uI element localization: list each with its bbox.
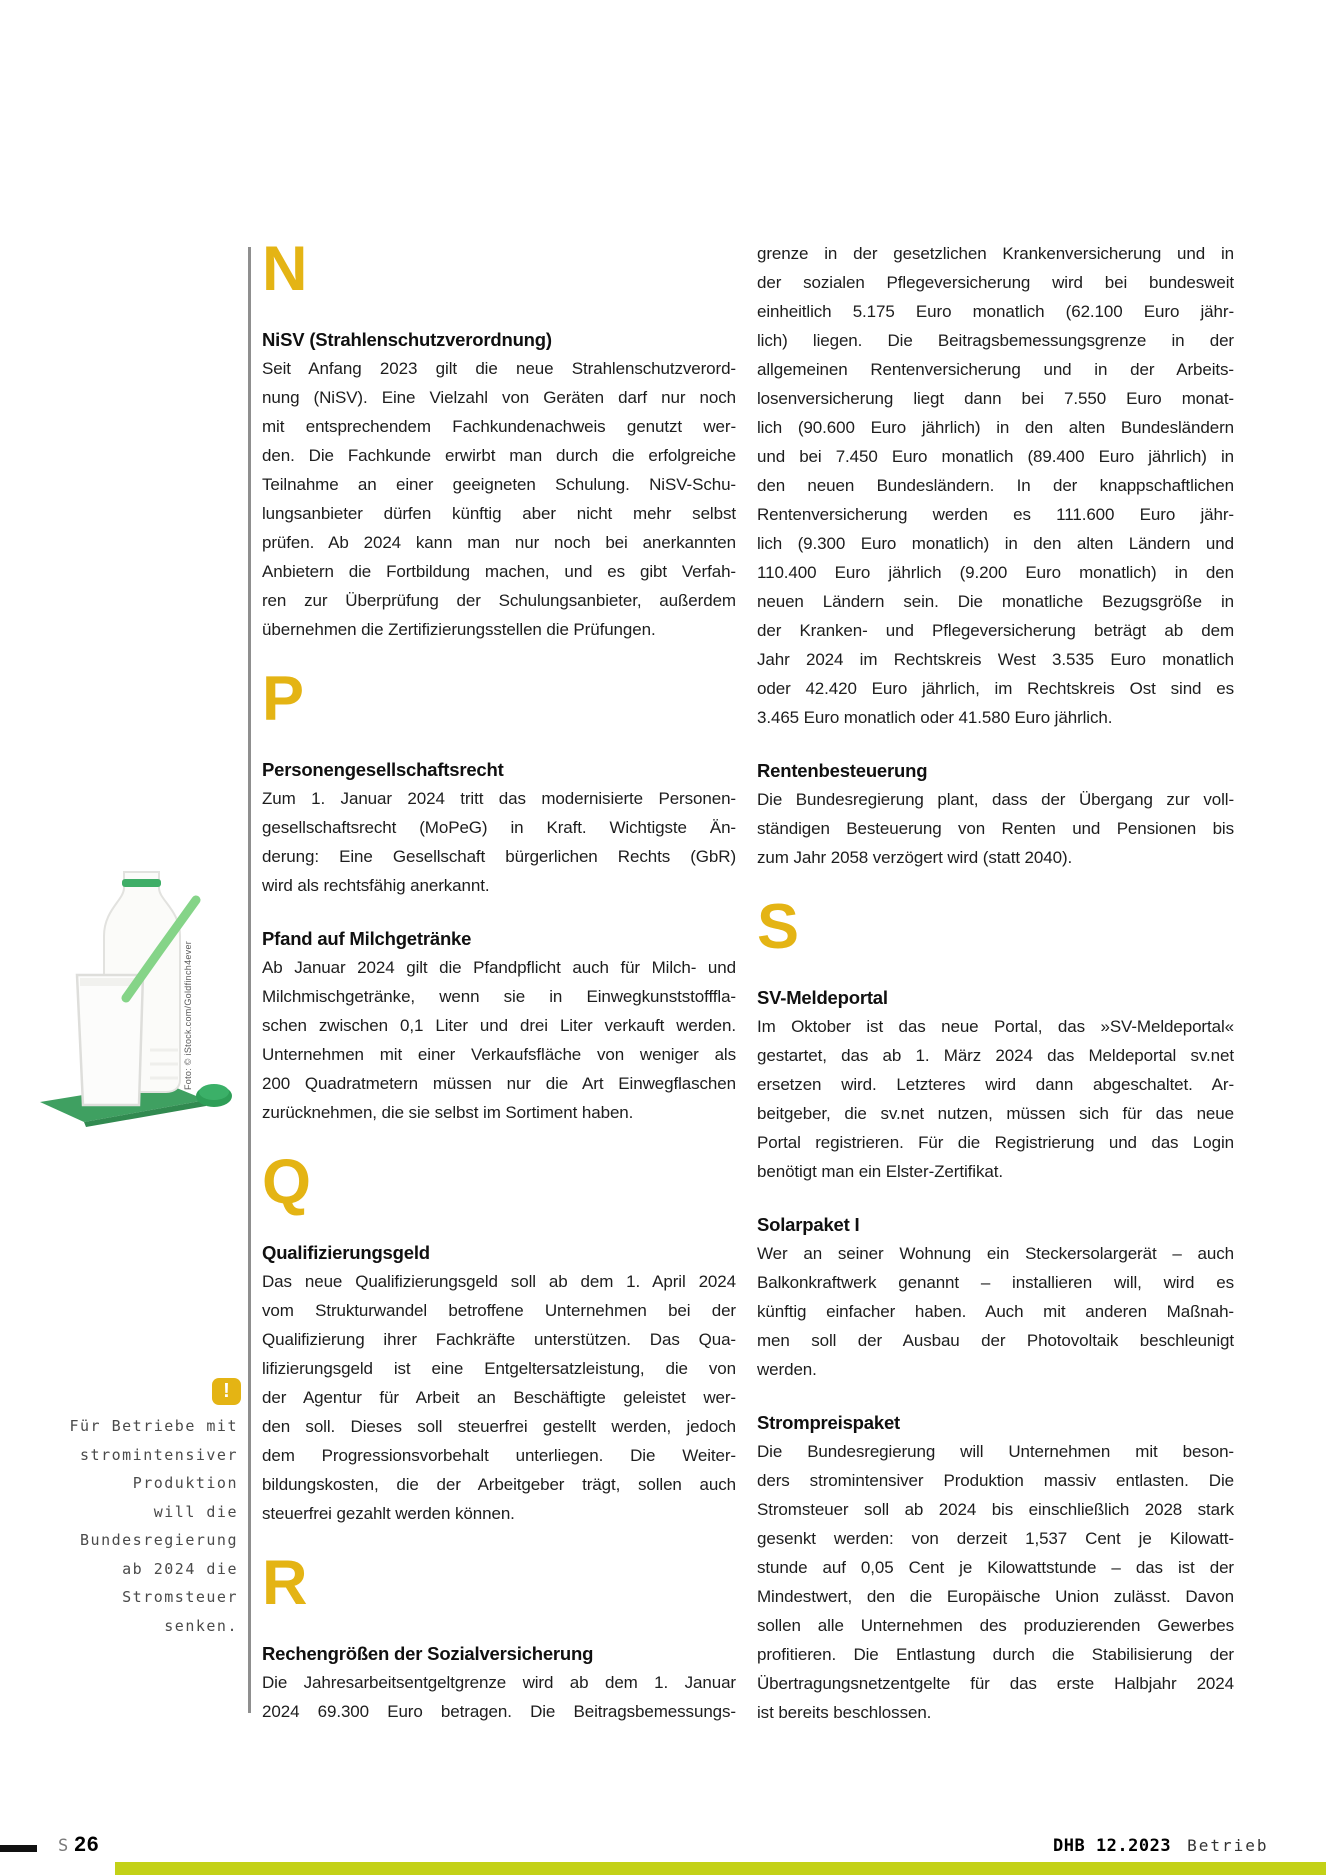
- body-line: künftig einfacher haben. Auch mit anderen Maßnah-: [757, 1302, 1234, 1321]
- entry-heading: Pfand auf Milchgetränke: [262, 928, 472, 949]
- body-line: Rentenversicherung werden es 111.600 Euro jähr-: [757, 505, 1234, 524]
- body-line: dem Progressionsvorbehalt unterliegen. Die Weiter-: [262, 1446, 736, 1465]
- page-number-value: 26: [74, 1833, 100, 1856]
- callout-line: Für Betriebe mit: [69, 1417, 238, 1435]
- milk-bottle-photo: [38, 858, 238, 1138]
- body-line: Im Oktober ist das neue Portal, das »SV-Meldeportal«: [757, 1017, 1234, 1036]
- body-line: Zum 1. Januar 2024 tritt das modernisierte Personen-: [262, 789, 736, 808]
- body-line: übernehmen die Zertifizierungsstellen die Prüfungen.: [262, 620, 656, 639]
- body-line: Mindestwert, den die Europäische Union zulässt. Davon: [757, 1587, 1234, 1606]
- body-line: wird als rechtsfähig anerkannt.: [262, 876, 490, 895]
- body-line: werden.: [757, 1360, 817, 1379]
- body-line: den soll. Dieses soll steuerfrei gestellt werden, jedoch: [262, 1417, 736, 1436]
- body-line: Unternehmen mit einer Verkaufsfläche von weniger als: [262, 1045, 736, 1064]
- entry-heading: SV-Meldeportal: [757, 987, 888, 1008]
- body-line: lich (90.600 Euro jährlich) in den alten Bundesländern: [757, 418, 1234, 437]
- body-line: den neuen Bundesländern. In der knappschaftlichen: [757, 476, 1234, 495]
- paragraph: [262, 354, 736, 644]
- body-line: den. Die Fachkunde erwirbt man durch die erfolgreiche: [262, 446, 736, 465]
- callout-line: senken.: [164, 1616, 238, 1635]
- body-line: der Agentur für Arbeit an Beschäftigte geleistet wer-: [262, 1388, 736, 1407]
- paragraph: [757, 1012, 1234, 1186]
- body-line: und bei 7.450 Euro monatlich (89.400 Euro jährlich) in: [757, 447, 1234, 466]
- footer-issue-info: [1053, 1836, 1269, 1856]
- body-line: Ab Januar 2024 gilt die Pfandpflicht auch für Milch- und: [262, 958, 736, 977]
- callout-line: Produktion: [132, 1474, 238, 1492]
- body-line: Stromsteuer soll ab 2024 bis einschließlich 2028 stark: [757, 1500, 1234, 1519]
- entry-heading: NiSV (Strahlenschutzverordnung): [262, 329, 552, 350]
- body-line: men soll der Ausbau der Photovoltaik beschleunigt: [757, 1331, 1234, 1350]
- body-line: 110.400 Euro jährlich (9.200 Euro monatlich) in den: [757, 563, 1234, 582]
- paragraph: [262, 1668, 736, 1726]
- exclamation-icon: !: [212, 1378, 241, 1405]
- paragraph: [262, 784, 736, 900]
- body-line: Seit Anfang 2023 gilt die neue Strahlenschutzverord-: [262, 359, 736, 378]
- bottle-ring: [122, 879, 161, 887]
- body-line: der sozialen Pflegeversicherung wird bei bundesweit: [757, 273, 1234, 292]
- body-line: 3.465 Euro monatlich oder 41.580 Euro jährlich.: [757, 708, 1113, 727]
- body-line: benötigt man ein Elster-Zertifikat.: [757, 1162, 1003, 1181]
- body-line: ständigen Besteuerung von Renten und Pensionen bis: [757, 819, 1234, 838]
- entry-heading: Rentenbesteuerung: [757, 760, 928, 781]
- body-line: zurücknehmen, die sie selbst im Sortiment haben.: [262, 1103, 634, 1122]
- body-line: Jahr 2024 im Rechtskreis West 3.535 Euro monatlich: [757, 650, 1234, 669]
- body-line: grenze in der gesetzlichen Krankenversicherung und in: [757, 244, 1234, 263]
- body-line: bildungskosten, die der Arbeitgeber trägt, sollen auch: [262, 1475, 736, 1494]
- body-line: Portal registrieren. Für die Registrierung und das Login: [757, 1133, 1234, 1152]
- callout-line: ab 2024 die: [122, 1559, 238, 1578]
- section-letter-n: N: [262, 234, 308, 304]
- body-line: Die Bundesregierung plant, dass der Übergang zur voll-: [757, 790, 1234, 809]
- body-line: derung: Eine Gesellschaft bürgerlichen Rechts (GbR): [262, 847, 736, 866]
- page-number: [58, 1833, 100, 1857]
- body-line: lifizierungsgeld ist eine Entgeltersatzleistung, die von: [262, 1359, 736, 1378]
- body-line: losenversicherung liegt dann bei 7.550 Euro monat-: [757, 389, 1234, 408]
- photo-credit: Foto: © iStock.com/Goldfinch4ever: [183, 940, 193, 1090]
- body-line: lich) liegen. Die Beitragsbemessungsgrenze in der: [757, 331, 1234, 350]
- body-line: steuerfrei gezahlt werden können.: [262, 1504, 515, 1523]
- body-line: 2024 69.300 Euro betragen. Die Beitragsbemessungs-: [262, 1702, 736, 1721]
- footer-accent-bar: [115, 1862, 1326, 1875]
- body-line: profitieren. Die Entlastung durch die Stabilisierung der: [757, 1645, 1234, 1664]
- paragraph: [262, 1267, 736, 1528]
- body-line: Das neue Qualifizierungsgeld soll ab dem 1. April 2024: [262, 1272, 736, 1291]
- callout-line: Stromsteuer: [122, 1588, 238, 1606]
- body-line: schen zwischen 0,1 Liter und drei Liter verkauft werden.: [262, 1016, 736, 1035]
- body-line: 200 Quadratmetern müssen nur die Art Einwegflaschen: [262, 1074, 736, 1093]
- right-column: [757, 239, 1234, 1727]
- body-line: gesellschaftsrecht (MoPeG) in Kraft. Wichtigste Än-: [262, 818, 736, 837]
- paragraph: [757, 1239, 1234, 1384]
- body-line: Anbietern die Fortbildung machen, und es gibt Verfah-: [262, 562, 736, 581]
- column-divider: [248, 247, 251, 1713]
- paragraph: [262, 953, 736, 1127]
- body-line: einheitlich 5.175 Euro monatlich (62.100 Euro jähr-: [757, 302, 1234, 321]
- callout-line: Bundesregierung: [80, 1531, 238, 1549]
- entry-heading: Personengesellschaftsrecht: [262, 759, 504, 780]
- body-line: ders stromintensiver Produktion massiv entlasten. Die: [757, 1471, 1234, 1490]
- body-line: nung (NiSV). Eine Vielzahl von Geräten darf nur noch: [262, 388, 736, 407]
- page-prefix: S: [58, 1836, 69, 1856]
- body-line: lungsanbieter dürfen künftig aber nicht mehr selbst: [262, 504, 736, 523]
- body-line: neuen Ländern sein. Die monatliche Bezugsgröße in: [757, 592, 1234, 611]
- section-letter-r: R: [262, 1548, 308, 1618]
- body-line: gesenkt werden: von derzeit 1,537 Cent je Kilowatt-: [757, 1529, 1234, 1548]
- body-line: sollen alle Unternehmen des produzierenden Gewerbes: [757, 1616, 1234, 1635]
- body-line: Wer an seiner Wohnung ein Steckersolargerät – auch: [757, 1244, 1234, 1263]
- entry-heading: Solarpaket I: [757, 1214, 860, 1235]
- body-line: der Kranken- und Pflegeversicherung beträgt ab dem: [757, 621, 1234, 640]
- body-line: mit entsprechendem Fachkundenachweis genutzt wer-: [262, 417, 736, 436]
- section-letter-q: Q: [262, 1147, 312, 1217]
- body-line: Die Bundesregierung will Unternehmen mit beson-: [757, 1442, 1234, 1461]
- body-line: ersetzen wird. Letzteres wird dann abgeschaltet. Ar-: [757, 1075, 1234, 1094]
- body-line: ren zur Überprüfung der Schulungsanbieter, außerdem: [262, 591, 736, 610]
- section-letter-p: P: [262, 664, 305, 734]
- section-letter-s: S: [757, 892, 800, 962]
- section-label: Betrieb: [1187, 1836, 1269, 1855]
- body-line: lich (9.300 Euro monatlich) in den alten Ländern und: [757, 534, 1234, 553]
- body-line: Qualifizierung ihrer Fachkräfte unterstützen. Das Qua-: [262, 1330, 736, 1349]
- callout-text: [30, 1412, 238, 1640]
- paragraph: [757, 1437, 1234, 1727]
- body-line: Übertragungsnetzentgelte für das erste Halbjahr 2024: [757, 1674, 1234, 1693]
- body-line: oder 42.420 Euro jährlich, im Rechtskreis Ost sind es: [757, 679, 1234, 698]
- entry-heading: Strompreispaket: [757, 1412, 900, 1433]
- body-line: Milchmischgetränke, wenn sie in Einwegkunststofffla-: [262, 987, 736, 1006]
- paragraph: [757, 239, 1234, 732]
- callout-line: stromintensiver: [80, 1445, 238, 1464]
- body-line: vom Strukturwandel betroffene Unternehmen bei der: [262, 1301, 736, 1320]
- cap-top: [199, 1084, 229, 1100]
- body-line: beitgeber, die sv.net nutzen, müssen sich für das neue: [757, 1104, 1234, 1123]
- body-line: gestartet, das ab 1. März 2024 das Meldeportal sv.net: [757, 1046, 1234, 1065]
- left-column: [262, 234, 736, 1726]
- paragraph: [757, 785, 1234, 872]
- callout-line: will die: [153, 1502, 238, 1521]
- body-line: Die Jahresarbeitsentgeltgrenze wird ab dem 1. Januar: [262, 1673, 736, 1692]
- body-line: prüfen. Ab 2024 kann man nur noch bei anerkannten: [262, 533, 736, 552]
- body-line: ist bereits beschlossen.: [757, 1703, 932, 1722]
- issue-label: DHB 12.2023: [1053, 1836, 1172, 1856]
- body-line: Teilnahme an einer geeigneten Schulung. NiSV-Schu-: [262, 475, 736, 494]
- entry-heading: Rechengrößen der Sozialversicherung: [262, 1643, 594, 1664]
- body-line: zum Jahr 2058 verzögert wird (statt 2040).: [757, 848, 1073, 867]
- body-line: stunde auf 0,05 Cent je Kilowattstunde – das ist der: [757, 1558, 1234, 1577]
- entry-heading: Qualifizierungsgeld: [262, 1242, 430, 1263]
- body-line: allgemeinen Rentenversicherung und in der Arbeits-: [757, 360, 1234, 379]
- body-line: Balkonkraftwerk genannt – installieren will, wird es: [757, 1273, 1234, 1292]
- page-marker-dash: [0, 1845, 37, 1852]
